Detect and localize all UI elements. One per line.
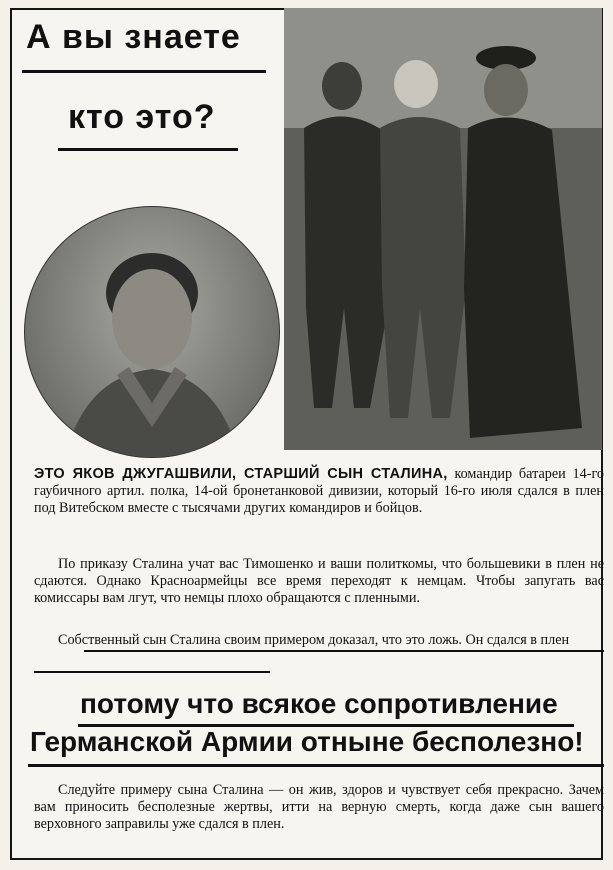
- paragraph-1: [34, 466, 604, 517]
- group-photo-drawing: [284, 8, 602, 450]
- paragraph-3: Собственный сын Сталина своим примером доказал, что это ложь. Он сдался в плен: [58, 632, 570, 648]
- underline-c: [34, 671, 270, 673]
- paragraph-2: По приказу Сталина учат вас Тимошенко и ваши политкомы, что большевики в плен не сдаются. Однако Красноармейцы все время переходят к немцам. Чтобы запугать вас комиссары вам лгут, что немцы плохо обращаются с пленными.: [34, 556, 604, 606]
- portrait-drawing: [25, 207, 279, 457]
- slogan-line-1: потому что всякое сопротивление: [80, 688, 558, 719]
- paragraph-1-lead: ЭТО ЯКОВ ДЖУГАШВИЛИ, СТАРШИЙ СЫН СТАЛИНА,: [34, 466, 448, 482]
- headline-box: [14, 14, 276, 198]
- slogan-line-2: Германской Армии отныне бесполезно!: [30, 726, 584, 757]
- paragraph-4: Следуйте примеру сына Сталина — он жив, здоров и чувствует себя прекрасно. Зачем вам приносить бесполезные жертвы, итти на верную смерть, когда даже сын вашего верховного заправилы уже сдался в плен.: [34, 782, 604, 832]
- headline-rule-2: [58, 148, 238, 151]
- slogan-rule-2: [28, 764, 604, 767]
- headline-line1: А вы знаете: [26, 18, 241, 56]
- headline-line2: кто это?: [68, 98, 216, 136]
- portrait-photo: [24, 206, 280, 458]
- headline-rule-1: [22, 70, 266, 73]
- underline-a: [84, 650, 604, 652]
- paragraph-1-rest: командир батареи 14-го гаубичного артил. полка, 14-ой бронетанковой дивизии, который 16-го июля сдался в плен под Витебском вместе с тысячами других командиров и бойцов.: [34, 466, 605, 516]
- group-photo: [284, 8, 602, 450]
